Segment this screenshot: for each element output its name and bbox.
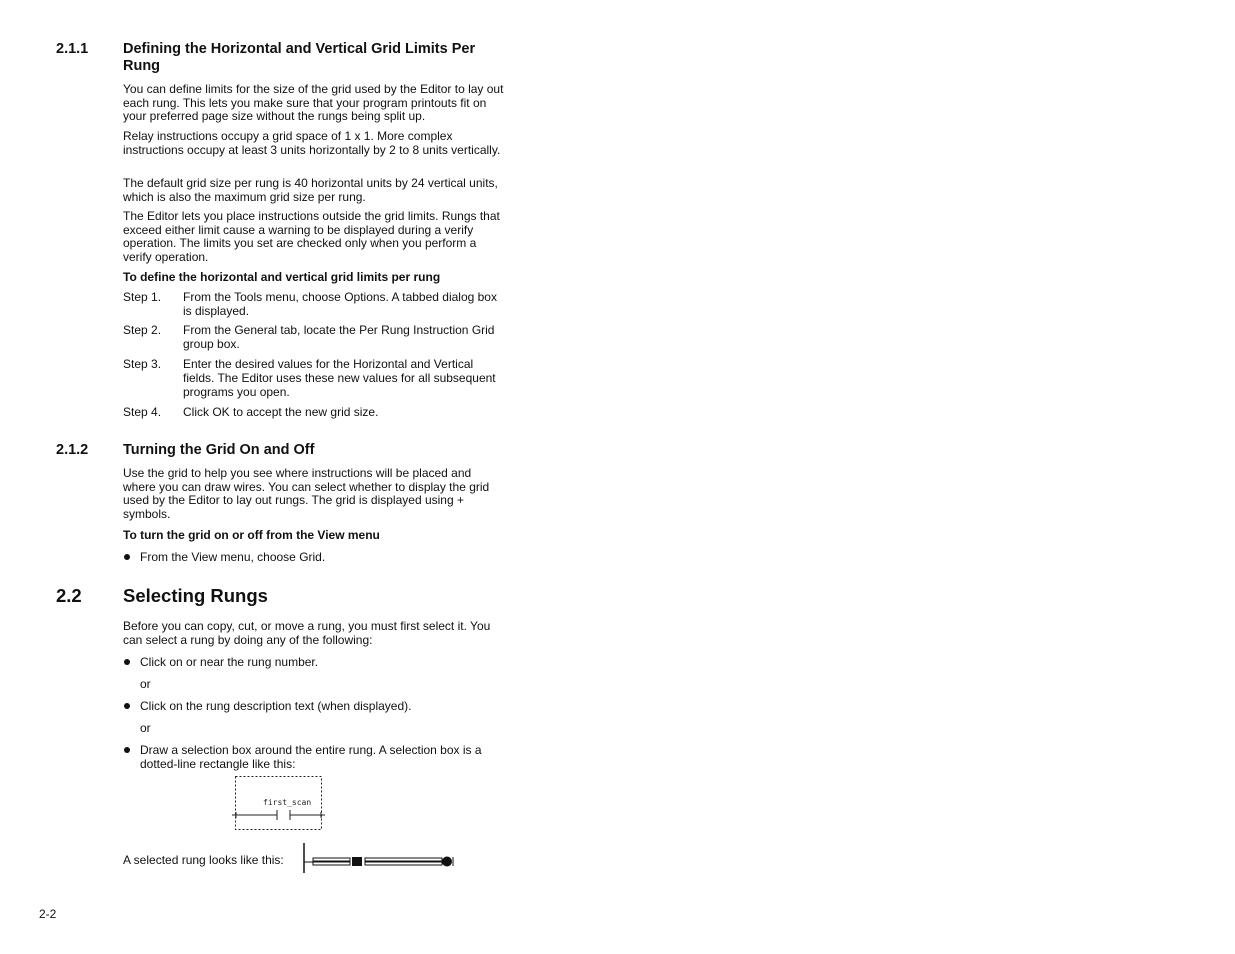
bullet-item: From the View menu, choose Grid. xyxy=(140,550,326,564)
paragraph: The default grid size per rung is 40 horizontal units by 24 vertical units, which is also the maximum grid size per rung. xyxy=(123,176,498,204)
section-title xyxy=(123,41,523,75)
step-label: Step 4. xyxy=(123,405,162,419)
or-text: or xyxy=(140,677,151,691)
bullet-item: Draw a selection box around the entire rung. A selection box is a dotted-line rectangle like this: xyxy=(140,743,482,771)
rung-segment-fill xyxy=(365,861,442,863)
selected-rung-caption: A selected rung looks like this: xyxy=(123,853,284,867)
bullet-icon xyxy=(124,554,130,560)
step-text: Click OK to accept the new grid size. xyxy=(183,405,379,419)
step-text: From the General tab, locate the Per Rung Instruction Grid group box. xyxy=(183,323,495,351)
section-title: Selecting Rungs xyxy=(123,585,268,606)
step-text: Enter the desired values for the Horizontal and Vertical fields. The Editor uses these new values for all subsequent programs you open. xyxy=(183,357,496,399)
paragraph: You can define limits for the size of the grid used by the Editor to lay out each rung. This lets you make sure that your program printouts fit on your preferred page size without the rungs being split up. xyxy=(123,82,504,124)
section-number: 2.1.2 xyxy=(56,442,89,458)
page-number: 2-2 xyxy=(39,907,57,921)
paragraph: Relay instructions occupy a grid space of 1 x 1. More complex instructions occupy at least 3 units horizontally by 2 to 8 units vertically. xyxy=(123,129,501,157)
paragraph: Before you can copy, cut, or move a rung, you must first select it. You can select a rung by doing any of the following: xyxy=(123,619,491,647)
bullet-icon xyxy=(124,659,130,665)
selected-rung-figure xyxy=(298,840,458,876)
step-label: Step 1. xyxy=(123,290,162,304)
section-number: 2.2 xyxy=(56,585,82,606)
section-title-line: Defining the Horizontal and Vertical Grid Limits Per xyxy=(123,41,476,57)
step-text: From the Tools menu, choose Options. A tabbed dialog box is displayed. xyxy=(183,290,497,318)
rung-end-icon xyxy=(442,857,452,867)
bullet-item: Click on the rung description text (when displayed). xyxy=(140,699,412,713)
rung-segment-fill xyxy=(313,861,350,863)
procedure-heading: To define the horizontal and vertical grid limits per rung xyxy=(123,270,441,284)
bullet-icon xyxy=(124,747,130,753)
contact-label: first_scan xyxy=(263,798,312,807)
paragraph: The Editor lets you place instructions outside the grid limits. Rungs that exceed either limit cause a warning to be displayed during a verify operation. The limits you set are checked only when you perform a verify operation. xyxy=(123,209,500,265)
step-label: Step 3. xyxy=(123,357,162,371)
section-title-line: Rung xyxy=(123,58,161,74)
section-title: Turning the Grid On and Off xyxy=(123,442,315,458)
procedure-heading: To turn the grid on or off from the View menu xyxy=(123,528,380,542)
bullet-item: Click on or near the rung number. xyxy=(140,655,319,669)
section-number: 2.1.1 xyxy=(56,41,89,57)
bullet-icon xyxy=(124,703,130,709)
selection-box-figure xyxy=(230,774,330,834)
paragraph: Use the grid to help you see where instructions will be placed and where you can draw wires. You can select whether to display the grid used by the Editor to lay out rungs. The grid is displayed using + symbols. xyxy=(123,466,490,522)
or-text: or xyxy=(140,721,151,735)
step-label: Step 2. xyxy=(123,323,162,337)
selection-handle-icon xyxy=(352,857,362,866)
